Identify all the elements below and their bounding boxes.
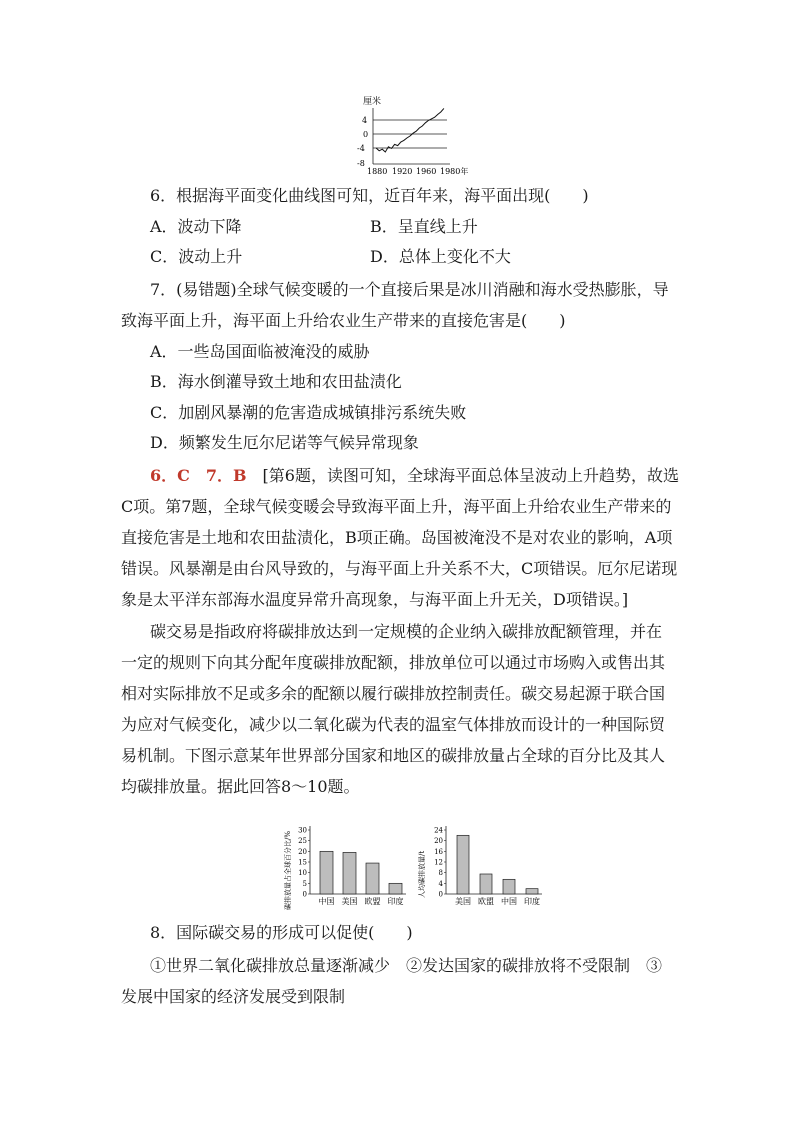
q7-option-c: C．加剧风暴潮的危害造成城镇排污系统失败	[150, 403, 467, 422]
share-y-tick-label: 5	[302, 879, 307, 888]
share-category-label: 印度	[387, 897, 404, 906]
percap-category-label: 美国	[455, 897, 471, 906]
q6-option-b: B．呈直线上升	[370, 217, 478, 236]
percap-bar	[480, 874, 492, 894]
q7-option-d: D．频繁发生厄尔尼诺等气候异常现象	[150, 433, 419, 452]
emission-share-chart	[280, 818, 410, 913]
share-category-label: 欧盟	[364, 897, 381, 906]
sea-level-y-unit: 厘米	[363, 97, 382, 107]
percap-y-tick-label: 4	[438, 879, 443, 888]
q7-stem-line2: 致海平面上升，海平面上升给农业生产带来的直接危害是( )	[121, 311, 566, 330]
percap-bar	[503, 879, 515, 894]
q6-option-d: D．总体上变化不大	[370, 247, 511, 266]
sea-level-y-tick: -4	[357, 144, 365, 153]
passage-line2: 一定的规则下向其分配年度碳排放配额，排放单位可以通过市场购入或售出其	[121, 653, 666, 672]
share-category-label: 美国	[341, 897, 358, 906]
answer-line3: 直接危害是土地和农田盐渍化，B项正确。岛国被淹没不是对农业的影响，A项	[121, 528, 673, 547]
answer-line4: 错误。风暴潮是由台风导致的，与海平面上升关系不大，C项错误。厄尔尼诺现	[121, 559, 678, 578]
percap-y-tick-label: 16	[434, 847, 443, 856]
q8-stem: 8．国际碳交易的形成可以促使( )	[150, 923, 413, 942]
share-y-tick-label: 10	[298, 869, 307, 878]
percap-y-tick-label: 0	[438, 890, 443, 899]
percap-bar	[457, 835, 469, 894]
percap-y-label: 人均碳排放量/t	[418, 850, 426, 898]
share-y-tick-label: 20	[298, 847, 307, 856]
share-bar	[320, 851, 333, 894]
q8-options-line2: 发展中国家的经济发展受到限制	[121, 987, 346, 1006]
sea-level-x-tick: 1920	[392, 167, 413, 176]
passage-line3: 相对实际排放不足或多余的配额以履行碳排放控制责任。碳交易起源于联合国	[121, 684, 666, 703]
percap-y-tick-label: 24	[434, 826, 443, 835]
answer-line1	[150, 465, 679, 487]
passage-line1: 碳交易是指政府将碳排放达到一定规模的企业纳入碳排放配额管理，并在	[150, 622, 663, 641]
share-y-tick-label: 25	[298, 837, 307, 846]
share-bar	[389, 883, 402, 894]
answer-explanation-start: [第6题，读图可知，全球海平面总体呈波动上升趋势，故选	[262, 466, 679, 485]
answer-key: 6．C 7．B	[150, 466, 247, 485]
passage-line4: 为应对气候变化，减少以二氧化碳为代表的温室气体排放而设计的一种国际贸	[121, 715, 666, 734]
sea-level-chart	[355, 92, 480, 178]
q6-option-a: A．波动下降	[150, 217, 242, 236]
sea-level-x-tick: 1960	[416, 167, 437, 176]
share-y-label: 碳排放量占全球百分比/%	[284, 830, 292, 910]
sea-level-y-tick: -8	[357, 159, 365, 168]
percap-category-label: 中国	[501, 897, 517, 906]
q8-options-line1: ①世界二氧化碳排放总量逐渐减少 ②发达国家的碳排放将不受限制 ③	[150, 956, 663, 975]
q7-option-b: B．海水倒灌导致土地和农田盐渍化	[150, 372, 402, 391]
percap-y-tick-label: 8	[438, 869, 443, 878]
sea-level-y-tick: 0	[363, 130, 369, 139]
percap-y-tick-label: 12	[434, 858, 443, 867]
sea-level-curve	[376, 108, 444, 152]
per-capita-emission-chart	[414, 818, 549, 913]
q7-option-a: A．一些岛国面临被淹没的威胁	[150, 342, 370, 361]
answer-line2: C项。第7题，全球气候变暖会导致海平面上升，海平面上升给农业生产带来的	[121, 497, 672, 516]
share-y-tick-label: 15	[298, 858, 307, 867]
passage-line6: 均碳排放量。据此回答8～10题。	[121, 777, 360, 796]
q6-option-c: C．波动上升	[150, 247, 243, 266]
passage-line5: 易机制。下图示意某年世界部分国家和地区的碳排放量占全球的百分比及其人	[121, 746, 666, 765]
sea-level-x-tick: 1980年	[440, 167, 469, 176]
percap-y-tick-label: 20	[434, 837, 443, 846]
share-category-label: 中国	[318, 897, 335, 906]
sea-level-y-tick: 4	[362, 116, 368, 125]
share-bar	[366, 863, 379, 894]
percap-bar	[526, 889, 538, 894]
share-bar	[343, 852, 356, 894]
percap-category-label: 欧盟	[478, 897, 494, 906]
q6-stem: 6．根据海平面变化曲线图可知，近百年来，海平面出现( )	[150, 186, 589, 205]
share-y-tick-label: 30	[298, 826, 307, 835]
answer-line5: 象是太平洋东部海水温度异常升高现象，与海平面上升无关，D项错误。]	[121, 590, 629, 609]
share-y-tick-label: 0	[302, 890, 307, 899]
q7-stem-line1: 7．(易错题)全球气候变暖的一个直接后果是冰川消融和海水受热膨胀，导	[150, 280, 669, 299]
percap-category-label: 印度	[524, 897, 540, 906]
sea-level-x-tick: 1880	[367, 167, 388, 176]
